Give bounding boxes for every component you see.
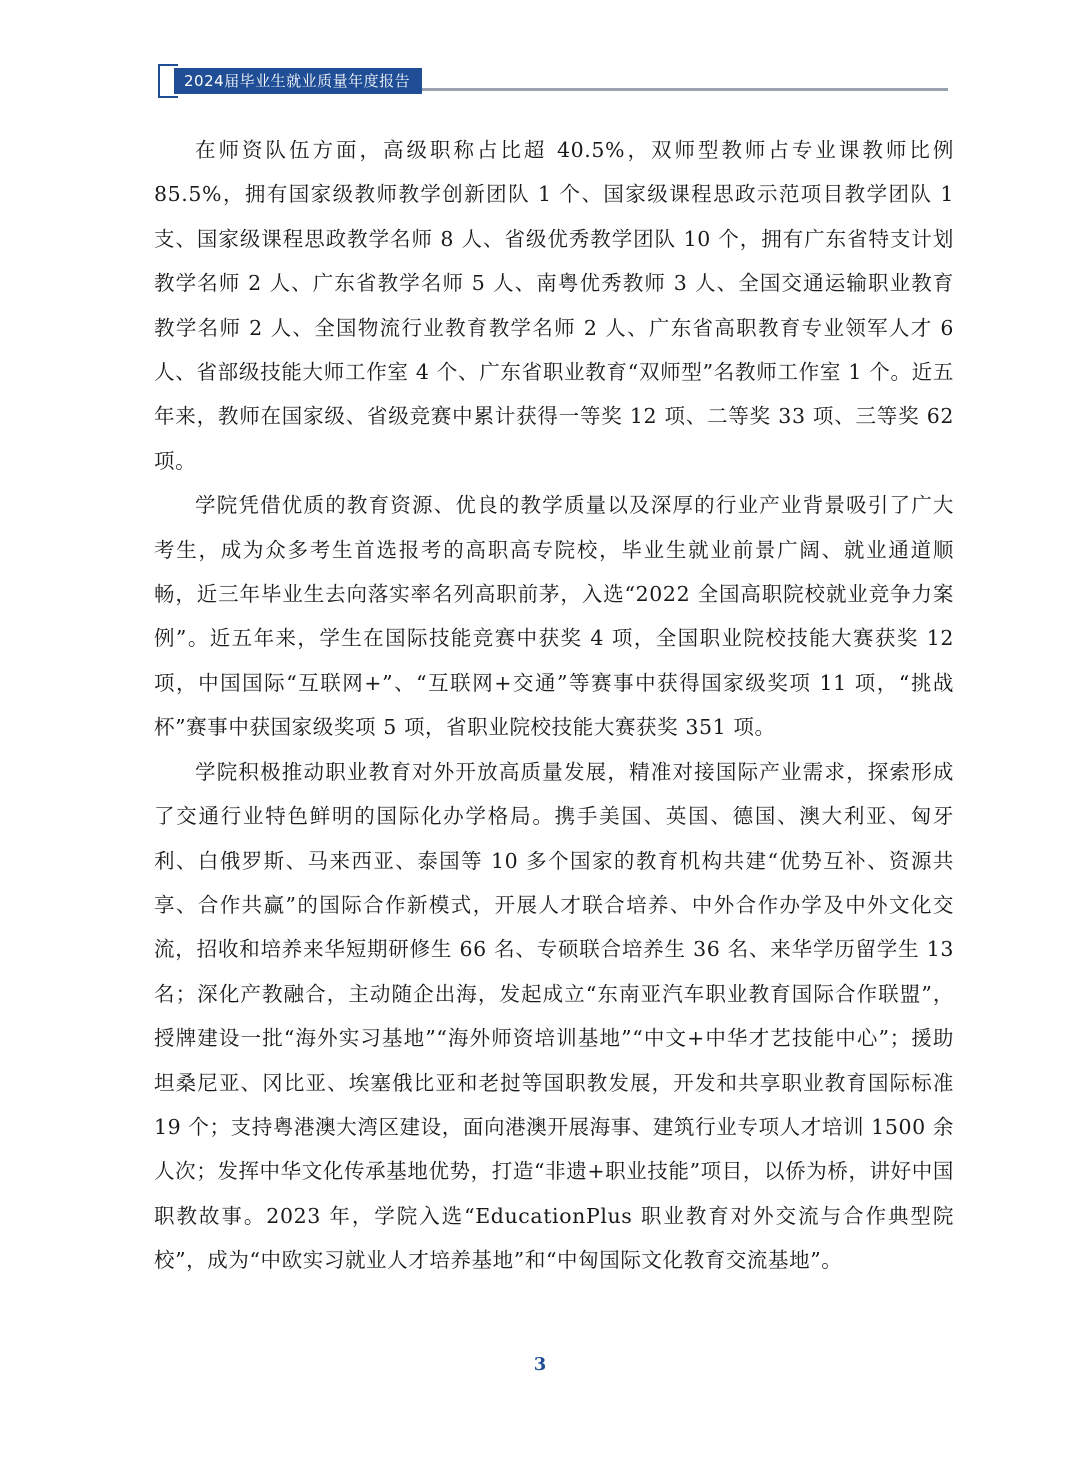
paragraph-students: 学院凭借优质的教育资源、优良的教学质量以及深厚的行业产业背景吸引了广大考生，成为众多考生首选报考的高职高专院校，毕业生就业前景广阔、就业通道顺畅，近三年毕业生去向落实率名列高职前茅，入选“2022 全国高职院校就业竞争力案例”。近五年来，学生在国际技能竞赛中获奖 4 项，全国职业院校技能大赛获奖 12 项，中国国际“互联网+”、“互联网+交通”等赛事中获得国家级奖项 11 项，“挑战杯”赛事中获国家级奖项 5 项，省职业院校技能大赛获奖 351 项。 [154,493,954,740]
paragraph-international: 学院积极推动职业教育对外开放高质量发展，精准对接国际产业需求，探索形成了交通行业特色鲜明的国际化办学格局。携手美国、英国、德国、澳大利亚、匈牙利、白俄罗斯、马来西亚、泰国等 10 多个国家的教育机构共建“优势互补、资源共享、合作共赢”的国际合作新模式，开展人才联合培养、中外合作办学及中外文化交流，招收和培养来华短期研修生 66 名、专硕联合培养生 36 名、来华学历留学生 13 名；深化产教融合，主动随企出海，发起成立“东南亚汽车职业教育国际合作联盟”，授牌建设一批“海外实习基地”“海外师资培训基地”“中文+中华才艺技能中心”；援助坦桑尼亚、冈比亚、埃塞俄比亚和老挝等国职教发展，开发和共享职业教育国际标准 19 个；支持粤港澳大湾区建设，面向港澳开展海事、建筑行业专项人才培训 1500 余人次；发挥中华文化传承基地优势，打造“非遗+职业技能”项目，以侨为桥，讲好中国职教故事。2023 年，学院入选“EducationPlus 职业教育对外交流与合作典型院校”，成为“中欧实习就业人才培养基地”和“中匈国际文化教育交流基地”。 [154,759,954,1273]
report-title: 2024届毕业生就业质量年度报告 [174,68,422,94]
body-text [154,128,954,1283]
page-header [158,64,948,100]
paragraph-faculty: 在师资队伍方面，高级职称占比超 40.5%，双师型教师占专业课教师比例 85.5%，拥有国家级教师教学创新团队 1 个、国家级课程思政示范项目教学团队 1 支、国家级课程思政教学名师 8 人、省级优秀教学团队 10 个，拥有广东省特支计划教学名师 2 人、广东省教学名师 5 人、南粤优秀教师 3 人、全国交通运输职业教育教学名师 2 人、全国物流行业教育教学名师 2 人、广东省高职教育专业领军人才 6 人、省部级技能大师工作室 4 个、广东省职业教育“双师型”名教师工作室 1 个。近五年来，教师在国家级、省级竞赛中累计获得一等奖 12 项、二等奖 33 项、三等奖 62 项。 [154,138,954,473]
page-number: 3 [533,1354,547,1375]
